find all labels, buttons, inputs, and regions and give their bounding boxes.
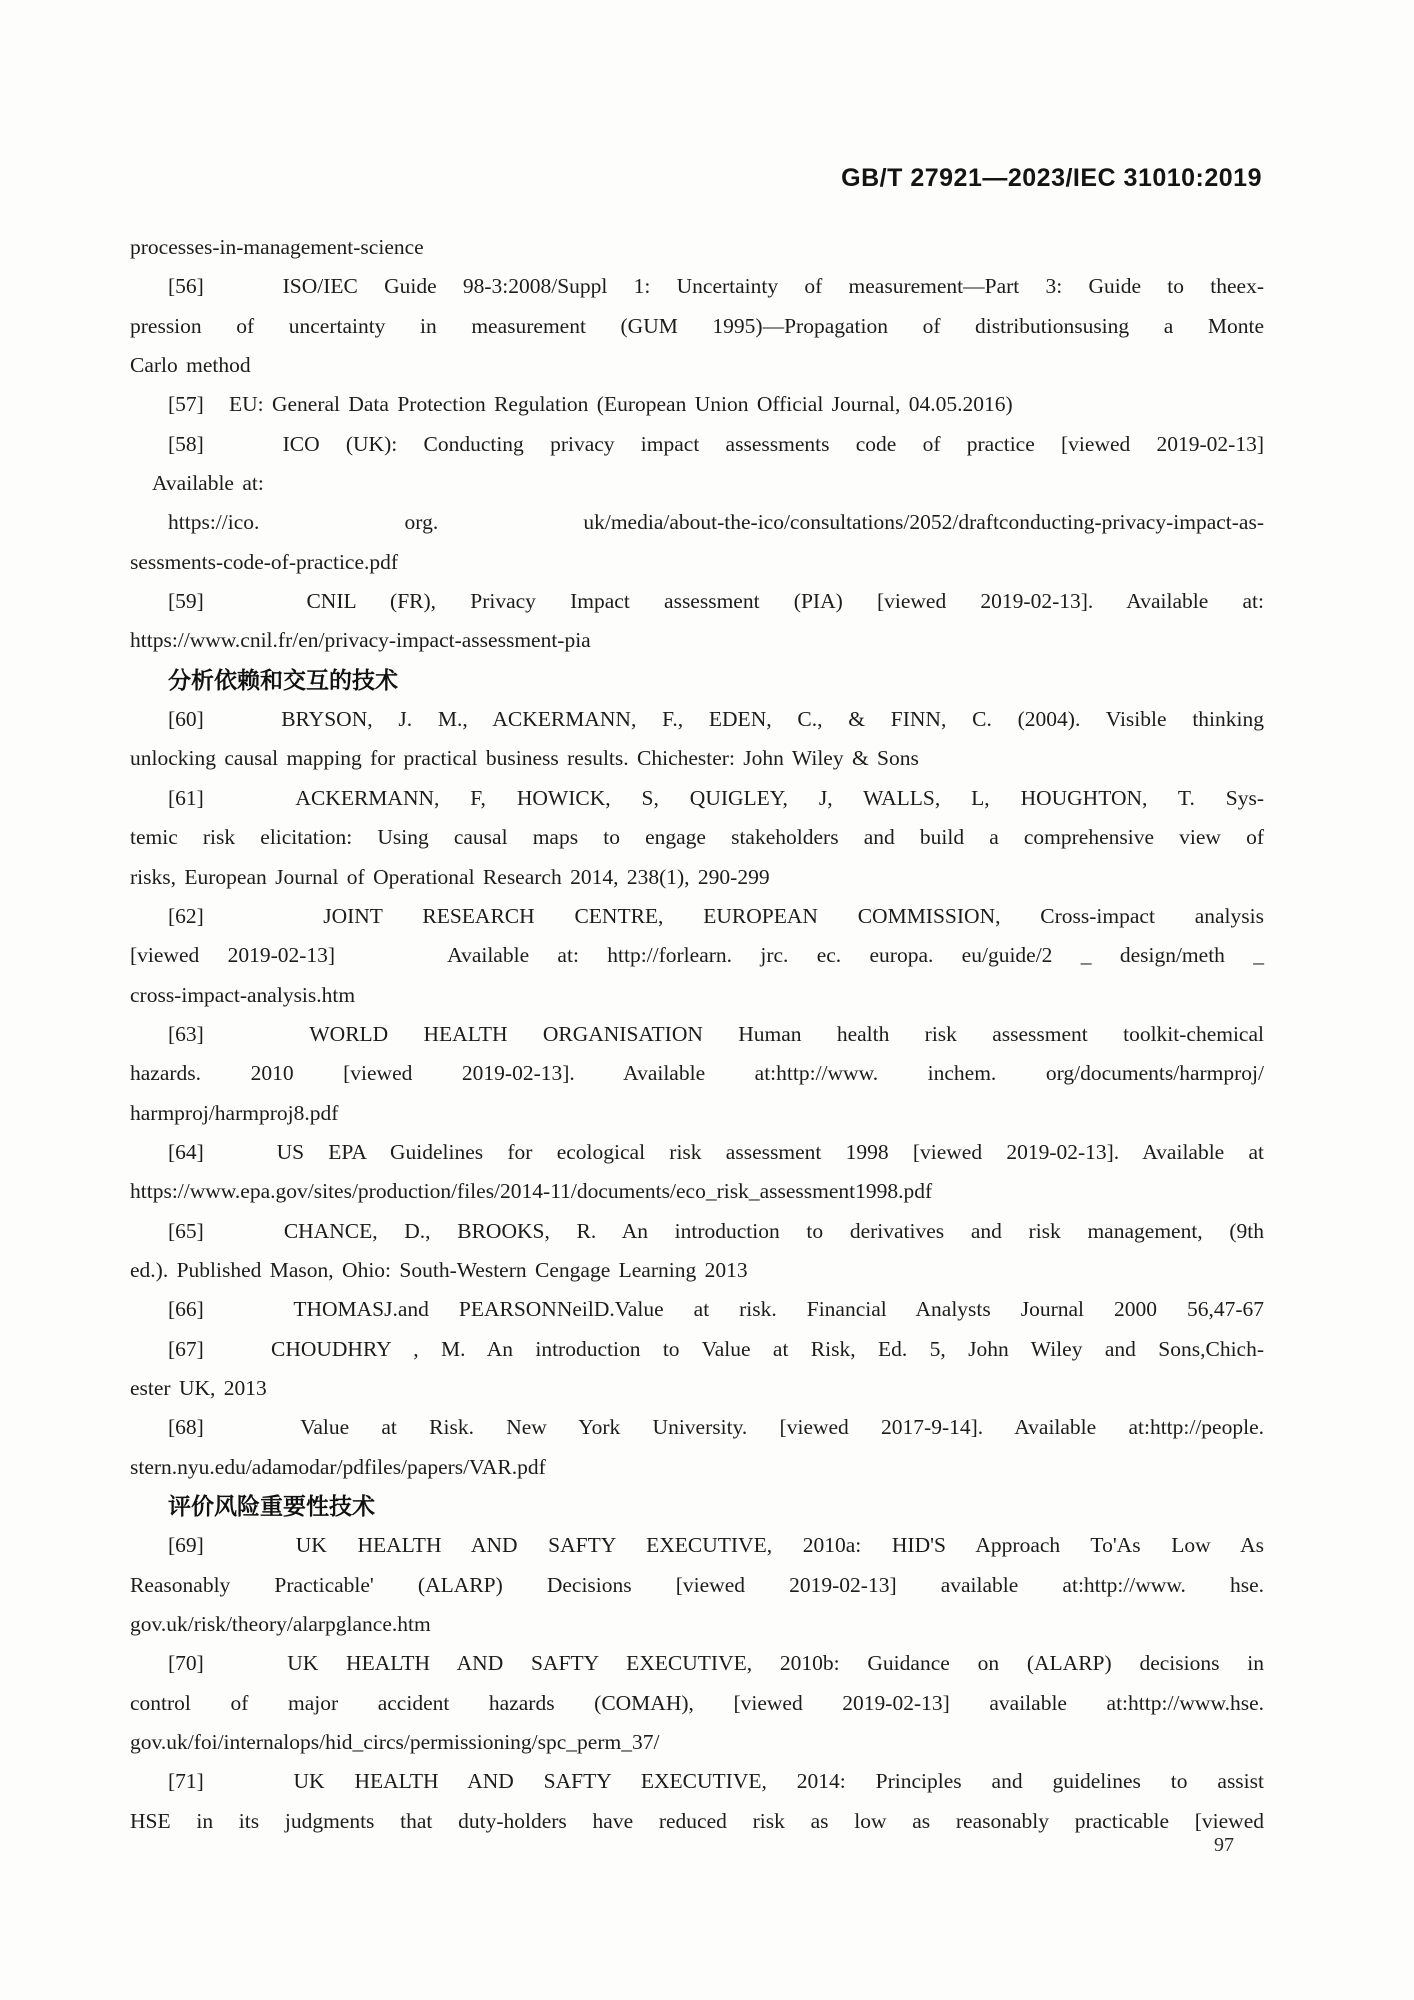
text-line: [57] EU: General Data Protection Regulation (European Union Official Journal, 04.05.2016) — [168, 392, 1013, 417]
text-line: sessments-code-of-practice.pdf — [130, 549, 399, 574]
text-line: [68] Value at Risk. New York University. [viewed 2017-9-14]. Available at:http://people. — [168, 1415, 1264, 1440]
text-line: [71] UK HEALTH AND SAFTY EXECUTIVE, 2014: Principles and guidelines to assist — [168, 1769, 1264, 1794]
page-number: 97 — [1214, 1834, 1234, 1856]
text-line: cross-impact-analysis.htm — [130, 982, 356, 1007]
text-line: stern.nyu.edu/adamodar/pdfiles/papers/VAR.pdf — [130, 1454, 546, 1479]
text-line: processes-in-management-science — [130, 235, 424, 259]
text-line: [64] US EPA Guidelines for ecological risk assessment 1998 [viewed 2019-02-13]. Available at — [168, 1139, 1264, 1164]
text-line: [69] UK HEALTH AND SAFTY EXECUTIVE, 2010a: HID'S Approach To'As Low As — [168, 1533, 1264, 1558]
text-line: control of major accident hazards (COMAH), [viewed 2019-02-13] available at:http://www.hse. — [130, 1690, 1264, 1715]
text-line: gov.uk/foi/internalops/hid_circs/permissioning/spc_perm_37/ — [130, 1730, 660, 1755]
text-line: [viewed 2019-02-13] Available at: http://forlearn. jrc. ec. europa. eu/guide/2 _ design/meth _ — [130, 943, 1264, 968]
text-line: Carlo method — [130, 353, 251, 378]
text-line: [65] CHANCE, D., BROOKS, R. An introduction to derivatives and risk management, (9th — [168, 1218, 1264, 1243]
section-heading: 评价风险重要性技术 — [168, 1493, 375, 1519]
standard-number-header: GB/T 27921—2023/IEC 31010:2019 — [841, 164, 1262, 192]
text-line: Available at: — [152, 471, 264, 496]
text-line: [66] THOMASJ.and PEARSONNeilD.Value at risk. Financial Analysts Journal 2000 56,47-67 — [168, 1297, 1264, 1322]
text-line: [63] WORLD HEALTH ORGANISATION Human health risk assessment toolkit-chemical — [168, 1021, 1264, 1046]
text-line: HSE in its judgments that duty-holders have reduced risk as low as reasonably practicable [viewed — [130, 1808, 1264, 1833]
text-line: [70] UK HEALTH AND SAFTY EXECUTIVE, 2010b: Guidance on (ALARP) decisions in — [168, 1651, 1264, 1676]
text-line: ester UK, 2013 — [130, 1375, 267, 1400]
text-line: https://www.cnil.fr/en/privacy-impact-assessment-pia — [130, 628, 591, 653]
text-line: risks, European Journal of Operational Research 2014, 238(1), 290-299 — [130, 864, 770, 889]
text-line: ed.). Published Mason, Ohio: South-Western Cengage Learning 2013 — [130, 1257, 748, 1282]
text-line: https://ico. org. uk/media/about-the-ico/consultations/2052/draftconducting-privacy-impact-as- — [168, 510, 1264, 535]
section-heading: 分析依赖和交互的技术 — [168, 666, 398, 693]
text-line: gov.uk/risk/theory/alarpglance.htm — [130, 1612, 431, 1637]
text-line: [60] BRYSON, J. M., ACKERMANN, F., EDEN, C., & FINN, C. (2004). Visible thinking — [168, 707, 1264, 732]
text-line: Reasonably Practicable' (ALARP) Decisions [viewed 2019-02-13] available at:http://www. hse. — [130, 1572, 1264, 1597]
text-line: [67] CHOUDHRY , M. An introduction to Value at Risk, Ed. 5, John Wiley and Sons,Chich- — [168, 1336, 1264, 1361]
text-line: hazards. 2010 [viewed 2019-02-13]. Available at:http://www. inchem. org/documents/harmproj/ — [130, 1061, 1264, 1086]
text-line: [59] CNIL (FR), Privacy Impact assessment (PIA) [viewed 2019-02-13]. Available at: — [168, 589, 1264, 614]
text-line: https://www.epa.gov/sites/production/files/2014-11/documents/eco_risk_assessment1998.pdf — [130, 1179, 933, 1204]
text-line: [58] ICO (UK): Conducting privacy impact assessments code of practice [viewed 2019-02-13] — [168, 431, 1264, 456]
text-line: unlocking causal mapping for practical business results. Chichester: John Wiley & Sons — [130, 746, 919, 771]
text-line: [62] JOINT RESEARCH CENTRE, EUROPEAN COMMISSION, Cross-impact analysis — [168, 903, 1264, 928]
text-line: [61] ACKERMANN, F, HOWICK, S, QUIGLEY, J, WALLS, L, HOUGHTON, T. Sys- — [168, 785, 1264, 810]
bibliography-text-column — [130, 228, 1264, 1841]
text-line: pression of uncertainty in measurement (GUM 1995)—Propagation of distributionsusing a Monte — [130, 313, 1264, 338]
text-line: temic risk elicitation: Using causal maps to engage stakeholders and build a comprehensive view of — [130, 825, 1264, 850]
text-line: [56] ISO/IEC Guide 98-3:2008/Suppl 1: Uncertainty of measurement—Part 3: Guide to theex- — [168, 274, 1264, 299]
text-line: harmproj/harmproj8.pdf — [130, 1100, 339, 1125]
